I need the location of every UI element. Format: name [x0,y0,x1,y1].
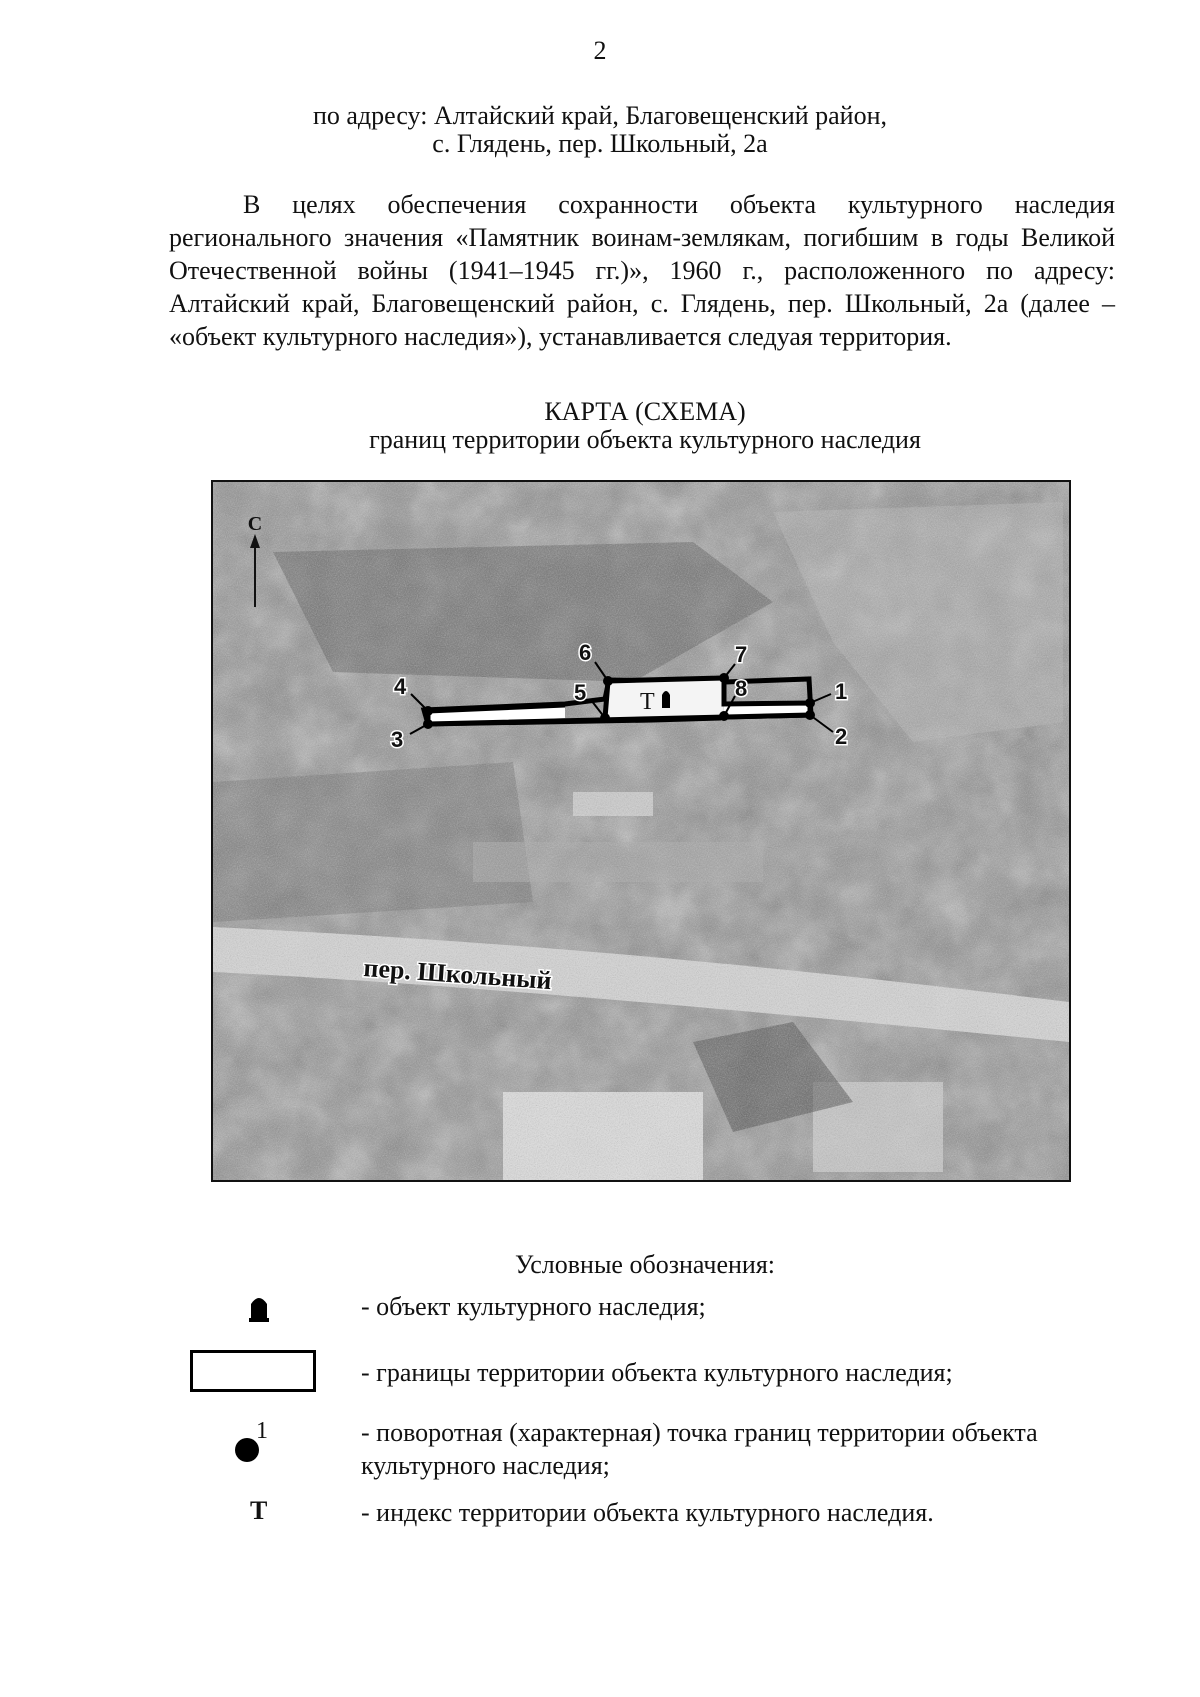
map-frame [211,480,1071,1182]
monument-icon [248,1294,270,1322]
legend-title: Условные обозначения: [514,1250,776,1279]
legend-text-boundary: - границы территории объекта культурного наследия; [361,1358,953,1387]
map-heading [0,398,1200,454]
legend-row-territory-index [0,1496,1200,1536]
point-label-3: 3 [391,727,404,752]
body-paragraph: В целях обеспечения сохранности объекта культурного наследия регионального значения «Памятник воинам-землякам, погибшим в годы Великой Отечественной войны (1941–1945 гг.)», 1960 г., расположенного по адресу: Алтайский край, Благовещенский район, с. Глядень, пер. Школьный, 2а (далее – «объект культурного наследия»), устанавливается следуая территория. [169,190,1115,351]
north-label: С [247,513,263,535]
address-line-2: с. Глядень, пер. Школьный, 2а [432,129,768,158]
map-heading-title: КАРТА (СХЕМА) [544,397,746,426]
legend-row-boundary [0,1348,1200,1398]
aerial-map [213,482,1069,1180]
page-number: 2 [593,36,607,65]
point-label-5: 5 [574,680,587,705]
address-heading [0,102,1200,158]
legend-text-monument: - объект культурного наследия; [361,1292,706,1321]
turning-point-icon-label: 1 [256,1418,268,1444]
address-line-1: по адресу: Алтайский край, Благовещенский район, [312,101,888,130]
point-label-6: 6 [579,640,592,665]
legend-row-turning-point [0,1416,1200,1486]
point-label-1: 1 [835,679,848,704]
monument-icon [662,691,670,708]
territory-index-label: Т [640,689,655,715]
boundary-rectangle-icon [190,1350,316,1392]
territory-index-symbol: Т [250,1496,268,1525]
point-label-2: 2 [835,724,848,749]
legend-row-monument [0,1290,1200,1330]
point-label-7: 7 [735,642,748,667]
point-label-4: 4 [394,674,407,699]
street-label: пер. Школьный [362,953,553,996]
legend-text-territory-index: - индекс территории объекта культурного наследия. [361,1498,934,1527]
point-label-8: 8 [735,676,748,701]
legend-text-turning-point: - поворотная (характерная) точка границ территории объекта культурного наследия; [361,1418,1038,1480]
photo-grain [213,482,1069,1180]
map-heading-subtitle: границ территории объекта культурного наследия [369,425,921,454]
